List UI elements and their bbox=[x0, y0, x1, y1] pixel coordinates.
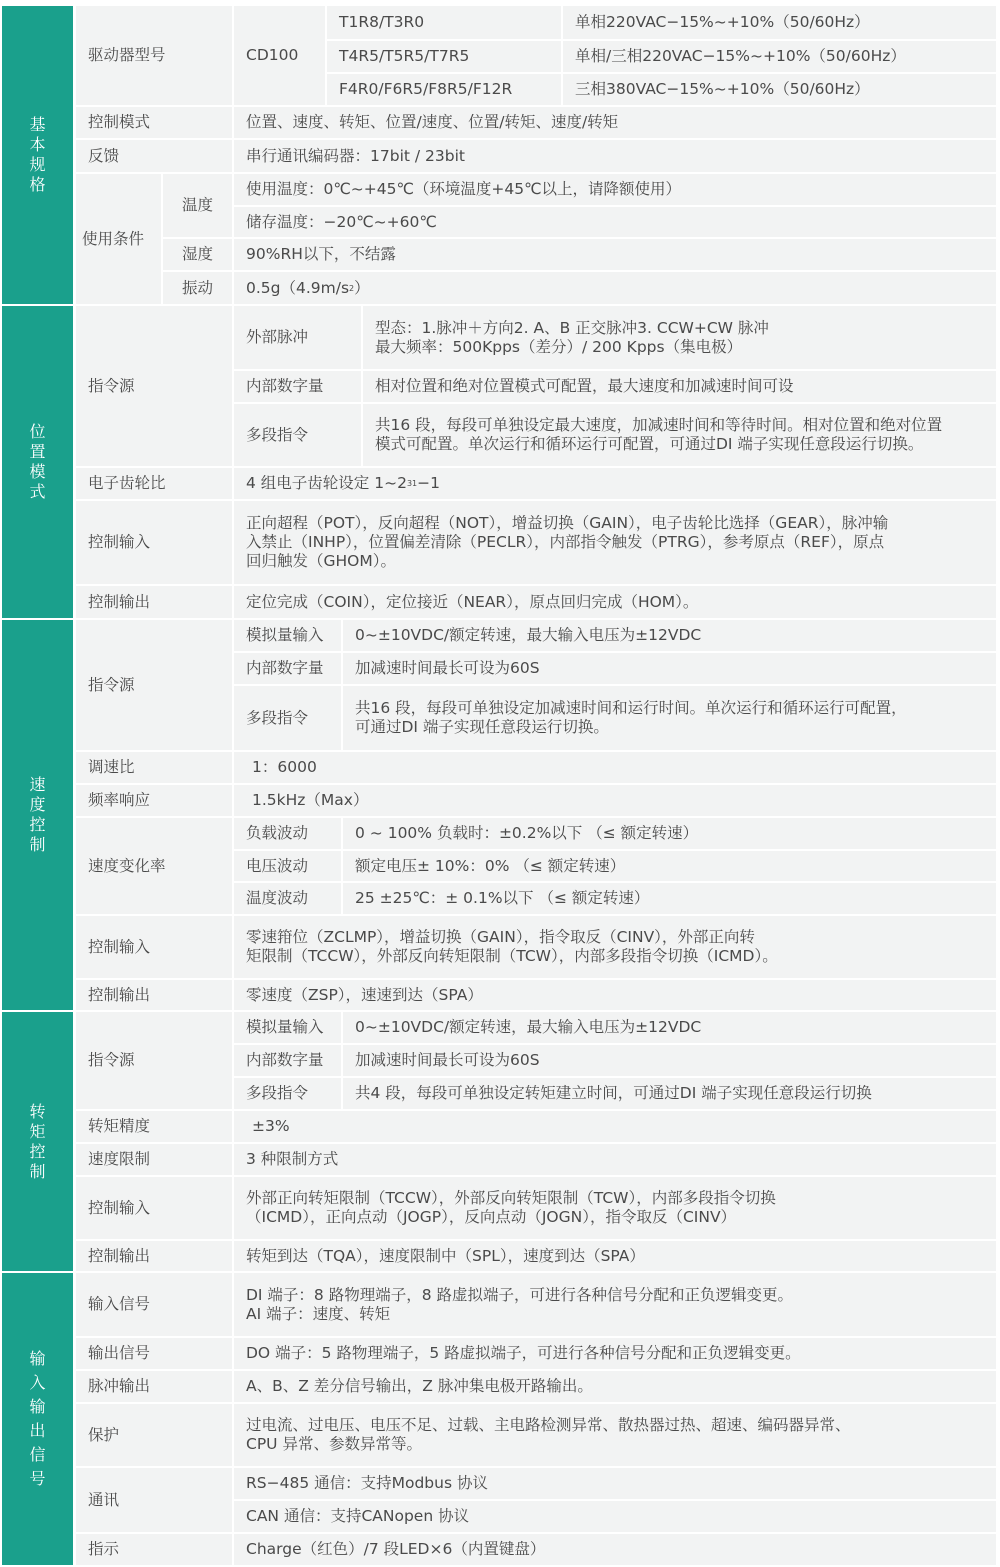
temperature-label: 温度 bbox=[163, 174, 232, 237]
conditions-label: 使用条件 bbox=[76, 174, 161, 304]
feedback-label: 反馈 bbox=[76, 140, 232, 172]
control-mode-label: 控制模式 bbox=[76, 107, 232, 138]
pos-ctrl-out-label: 控制输出 bbox=[76, 586, 232, 618]
pulse-output-label: 脉冲输出 bbox=[76, 1371, 232, 1402]
accuracy-value: ±3% bbox=[234, 1111, 996, 1142]
feedback-value: 串行通讯编码器：17bit / 23bit bbox=[234, 140, 996, 172]
speed-limit-label: 速度限制 bbox=[76, 1144, 232, 1175]
trq-internal-label: 内部数字量 bbox=[234, 1045, 341, 1076]
trq-ctrl-in-value: 外部正向转矩限制（TCCW），外部反向转矩限制（TCW），内部多段指令切换 （ICMD），正向点动（JOGP），反向点动（JOGN），指令取反（CINV） bbox=[234, 1177, 996, 1239]
section-label-position: 位置模式 bbox=[2, 306, 73, 618]
section-io-signals bbox=[2, 1273, 996, 1565]
section-label-speed: 速度控制 bbox=[2, 620, 73, 1010]
volt-fluct-value: 额定电压± 10%：0% （≤ 额定转速） bbox=[343, 851, 996, 881]
trq-multi-value: 共4 段，每段可单独设定转矩建立时间，可通过DI 端子实现任意段运行切换 bbox=[343, 1078, 996, 1109]
control-mode-value: 位置、速度、转矩、位置/速度、位置/转矩、速度/转矩 bbox=[234, 107, 996, 138]
comm-rs485-value: RS−485 通信：支持Modbus 协议 bbox=[234, 1468, 996, 1499]
spd-internal-value: 加减速时间最长可设为60S bbox=[343, 653, 996, 684]
model-power-1: 单相220VAC−15%~+10%（50/60Hz） bbox=[563, 6, 996, 39]
section-position-mode bbox=[2, 306, 996, 618]
model-code-2: T4R5/T5R5/T7R5 bbox=[327, 41, 561, 72]
ext-pulse-value: 型态：1.脉冲＋方向2. A、B 正交脉冲3. CCW+CW 脉冲 最大频率：500Kpps（差分）/ 200 Kpps（集电极） bbox=[363, 306, 996, 369]
spd-ctrl-out-value: 零速度（ZSP），速速到达（SPA） bbox=[234, 980, 996, 1010]
trq-cmd-source-label: 指令源 bbox=[76, 1012, 232, 1109]
model-power-2: 单相/三相220VAC−15%~+10%（50/60Hz） bbox=[563, 41, 996, 72]
model-label: 驱动器型号 bbox=[76, 6, 232, 105]
section-body-speed bbox=[76, 620, 996, 1010]
spd-analog-value: 0~±10VDC/额定转速，最大输入电压为±12VDC bbox=[343, 620, 996, 651]
model-power-3: 三相380VAC−15%~+10%（50/60Hz） bbox=[563, 74, 996, 105]
pos-internal-label: 内部数字量 bbox=[234, 371, 361, 402]
spd-ctrl-in-value: 零速箝位（ZCLMP），增益切换（GAIN），指令取反（CINV），外部正向转 矩限制（TCCW），外部反向转矩限制（TCW），内部多段指令切换（ICMD）。 bbox=[234, 916, 996, 978]
input-signal-label: 输入信号 bbox=[76, 1273, 232, 1336]
pos-multi-label: 多段指令 bbox=[234, 404, 361, 466]
spd-multi-value: 共16 段，每段可单独设定加减速时间和运行时间。单次运行和循环运行可配置， 可通过DI 端子实现任意段运行切换。 bbox=[343, 686, 996, 750]
section-label-io: 输入输出信号 bbox=[2, 1273, 73, 1565]
vibration-label: 振动 bbox=[163, 272, 232, 304]
section-speed-control bbox=[2, 620, 996, 1010]
trq-analog-label: 模拟量输入 bbox=[234, 1012, 341, 1043]
section-label-torque: 转矩控制 bbox=[2, 1012, 73, 1271]
pos-multi-value: 共16 段，每段可单独设定最大速度，加减速时间和等待时间。相对位置和绝对位置 模式可配置。单次运行和循环运行可配置，可通过DI 端子实现任意段运行切换。 bbox=[363, 404, 996, 466]
section-body-io bbox=[76, 1273, 996, 1565]
freq-value: 1.5kHz（Max） bbox=[234, 785, 996, 816]
load-fluct-value: 0 ~ 100% 负载时：±0.2%以下 （≤ 额定转速） bbox=[343, 818, 996, 849]
spd-multi-label: 多段指令 bbox=[234, 686, 341, 750]
gear-value: 4 组电子齿轮设定 1~2 31 −1 bbox=[234, 468, 996, 499]
protection-value: 过电流、过电压、电压不足、过载、主电路检测异常、散热器过热、超速、编码器异常、 CPU 异常、参数异常等。 bbox=[234, 1404, 996, 1466]
output-signal-value: DO 端子：5 路物理端子，5 路虚拟端子，可进行各种信号分配和正负逻辑变更。 bbox=[234, 1338, 996, 1369]
speed-limit-value: 3 种限制方式 bbox=[234, 1144, 996, 1175]
pos-internal-value: 相对位置和绝对位置模式可配置，最大速度和加减速时间可设 bbox=[363, 371, 996, 402]
section-torque-control bbox=[2, 1012, 996, 1271]
comm-can-value: CAN 通信：支持CANopen 协议 bbox=[234, 1501, 996, 1532]
pulse-output-value: A、B、Z 差分信号输出，Z 脉冲集电极开路输出。 bbox=[234, 1371, 996, 1402]
load-fluct-label: 负载波动 bbox=[234, 818, 341, 849]
gear-label: 电子齿轮比 bbox=[76, 468, 232, 499]
temp-store-value: 储存温度：−20℃~+60℃ bbox=[234, 207, 996, 237]
temp-fluct-value: 25 ±25℃：± 0.1%以下 （≤ 额定转速） bbox=[343, 883, 996, 914]
section-basic-specs bbox=[2, 6, 996, 304]
trq-multi-label: 多段指令 bbox=[234, 1078, 341, 1109]
input-signal-value: DI 端子：8 路物理端子，8 路虚拟端子，可进行各种信号分配和正负逻辑变更。 AI 端子：速度、转矩 bbox=[234, 1273, 996, 1336]
volt-fluct-label: 电压波动 bbox=[234, 851, 341, 881]
ext-pulse-label: 外部脉冲 bbox=[234, 306, 361, 369]
spd-analog-label: 模拟量输入 bbox=[234, 620, 341, 651]
trq-ctrl-out-value: 转矩到达（TQA），速度限制中（SPL），速度到达（SPA） bbox=[234, 1241, 996, 1271]
pos-ctrl-in-label: 控制输入 bbox=[76, 501, 232, 584]
trq-ctrl-out-label: 控制输出 bbox=[76, 1241, 232, 1271]
vibration-value: 0.5g（4.9m/s 2 ） bbox=[234, 272, 996, 304]
protection-label: 保护 bbox=[76, 1404, 232, 1466]
spd-ctrl-in-label: 控制输入 bbox=[76, 916, 232, 978]
temp-use-value: 使用温度：0℃~+45℃（环境温度+45℃以上，请降额使用） bbox=[234, 174, 996, 205]
humidity-label: 湿度 bbox=[163, 239, 232, 270]
indicator-label: 指示 bbox=[76, 1534, 232, 1565]
spd-ctrl-out-label: 控制输出 bbox=[76, 980, 232, 1010]
pos-ctrl-in-value: 正向超程（POT），反向超程（NOT），增益切换（GAIN），电子齿轮比选择（GEAR），脉冲输 入禁止（INHP），位置偏差清除（PECLR），内部指令触发（PTRG），参考原点（REF），原点 回归触发（GHOM）。 bbox=[234, 501, 996, 584]
humidity-value: 90%RH以下，不结露 bbox=[234, 239, 996, 270]
section-body-basic bbox=[76, 6, 996, 304]
spd-cmd-source-label: 指令源 bbox=[76, 620, 232, 750]
trq-analog-value: 0~±10VDC/额定转速，最大输入电压为±12VDC bbox=[343, 1012, 996, 1043]
pos-ctrl-out-value: 定位完成（COIN），定位接近（NEAR），原点回归完成（HOM）。 bbox=[234, 586, 996, 618]
indicator-value: Charge（红色）/7 段LED×6（内置键盘） bbox=[234, 1534, 996, 1565]
accuracy-label: 转矩精度 bbox=[76, 1111, 232, 1142]
series-name: CD100 bbox=[234, 6, 325, 105]
spd-internal-label: 内部数字量 bbox=[234, 653, 341, 684]
model-code-3: F4R0/F6R5/F8R5/F12R bbox=[327, 74, 561, 105]
ratio-label: 调速比 bbox=[76, 752, 232, 783]
ratio-value: 1：6000 bbox=[234, 752, 996, 783]
section-body-torque bbox=[76, 1012, 996, 1271]
pos-cmd-source-label: 指令源 bbox=[76, 306, 232, 466]
trq-internal-value: 加减速时间最长可设为60S bbox=[343, 1045, 996, 1076]
section-label-basic: 基本规格 bbox=[2, 6, 73, 304]
temp-fluct-label: 温度波动 bbox=[234, 883, 341, 914]
comm-label: 通讯 bbox=[76, 1468, 232, 1532]
output-signal-label: 输出信号 bbox=[76, 1338, 232, 1369]
section-body-position bbox=[76, 306, 996, 618]
model-code-1: T1R8/T3R0 bbox=[327, 6, 561, 39]
change-rate-label: 速度变化率 bbox=[76, 818, 232, 914]
trq-ctrl-in-label: 控制输入 bbox=[76, 1177, 232, 1239]
freq-label: 频率响应 bbox=[76, 785, 232, 816]
